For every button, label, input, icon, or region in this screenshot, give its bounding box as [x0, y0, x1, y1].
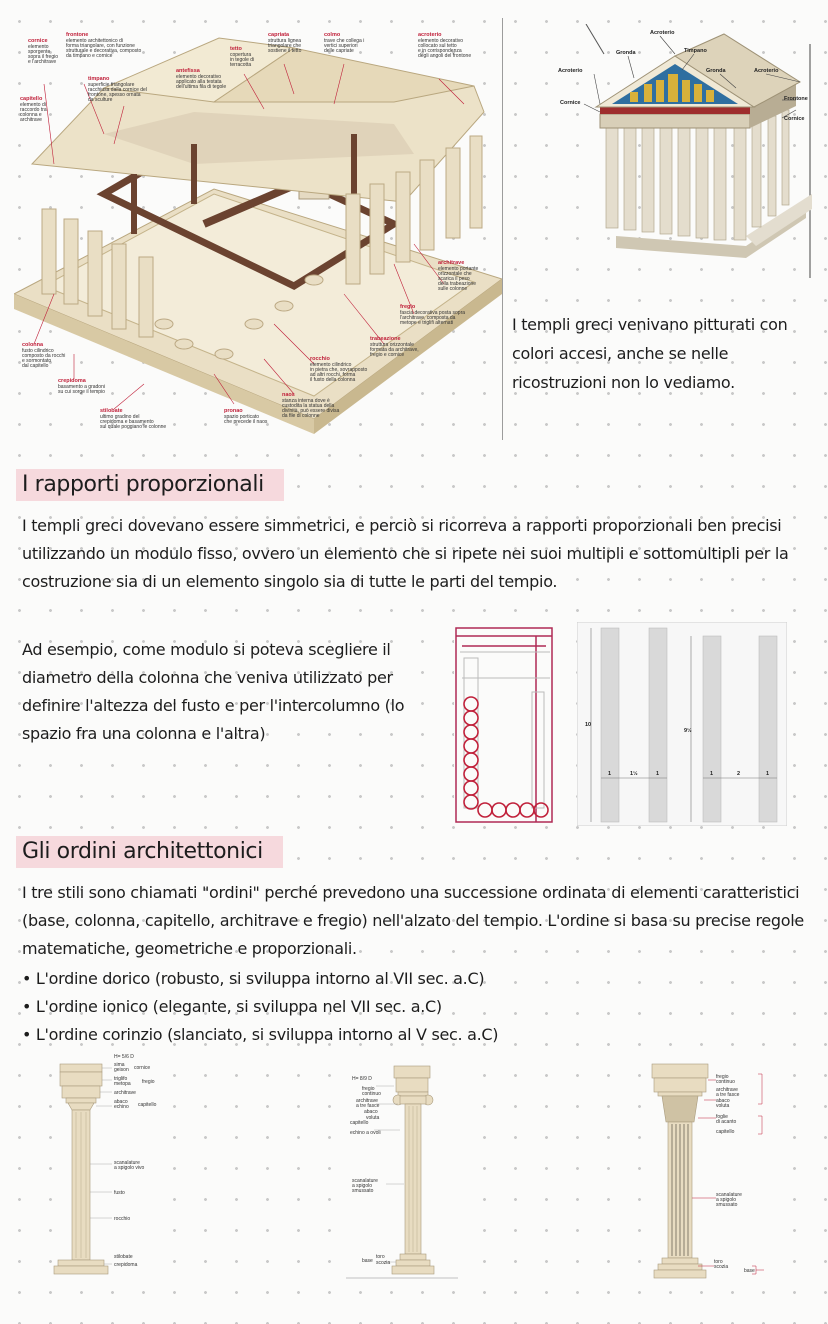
svg-text:a tre fasce: a tre fasce	[356, 1103, 380, 1109]
section1-example: Ad esempio, come modulo si poteva scegliere il diametro della colonna che veniva utilizzato per definire l'altezza del fusto e per l'intercolumno (lo spazio fra una colonna e l'altra)	[22, 640, 405, 743]
svg-text:fregio: fregio	[142, 1079, 155, 1085]
svg-text:abaco: abaco	[364, 1109, 378, 1115]
svg-text:di acanto: di acanto	[716, 1119, 737, 1125]
svg-text:sima: sima	[114, 1062, 125, 1068]
svg-text:a spigolo: a spigolo	[352, 1183, 373, 1189]
ionic-order-illustration	[346, 1064, 458, 1280]
svg-text:capitello: capitello	[20, 96, 43, 102]
svg-text:elemento di: elemento di	[20, 102, 46, 108]
svg-text:sulle colonne: sulle colonne	[438, 286, 468, 292]
svg-text:scanalature: scanalature	[352, 1178, 378, 1184]
svg-text:foglie: foglie	[716, 1114, 728, 1120]
svg-text:spazio porticato: spazio porticato	[224, 414, 260, 420]
svg-text:H= 8/9 D: H= 8/9 D	[352, 1076, 372, 1082]
svg-text:vertici superiori: vertici superiori	[324, 43, 358, 49]
svg-text:forma triangolare, con funzion: forma triangolare, con funzione	[66, 43, 135, 49]
svg-text:capriata: capriata	[268, 32, 290, 38]
label-stilobate	[100, 408, 166, 430]
svg-text:dell'ultima fila di tegole: dell'ultima fila di tegole	[176, 84, 227, 90]
svg-text:della trabeazione: della trabeazione	[438, 281, 477, 287]
svg-text:fascia decorativa posta sopra: fascia decorativa posta sopra	[400, 310, 466, 316]
svg-text:strutturale e decorativa, comp: strutturale e decorativa, composto	[66, 48, 142, 54]
svg-text:capitello: capitello	[716, 1129, 735, 1135]
svg-text:scanalature: scanalature	[716, 1192, 742, 1198]
svg-text:da timpano e cornice: da timpano e cornice	[66, 53, 113, 59]
svg-text:colmo: colmo	[324, 32, 341, 38]
svg-text:tetto: tetto	[230, 46, 242, 52]
svg-text:architrave: architrave	[114, 1090, 136, 1096]
svg-text:terracotta: terracotta	[230, 62, 252, 68]
svg-text:ad altri rocchi, forma: ad altri rocchi, forma	[310, 372, 356, 378]
svg-text:in tegole di: in tegole di	[230, 57, 255, 63]
svg-text:formata da architrave,: formata da architrave,	[370, 347, 419, 353]
height-label-1: 10	[585, 722, 592, 728]
svg-text:elemento decorativo: elemento decorativo	[176, 74, 222, 80]
svg-text:echino: echino	[114, 1104, 129, 1110]
svg-text:custodita la statua della: custodita la statua della	[282, 403, 335, 409]
svg-text:smussato: smussato	[352, 1188, 374, 1194]
svg-text:scozia: scozia	[376, 1260, 391, 1266]
module-diagram	[454, 622, 570, 826]
label-acroterio-left: Acroterio	[558, 68, 583, 74]
svg-text:scozia: scozia	[714, 1264, 729, 1270]
svg-text:dal capitello: dal capitello	[22, 363, 49, 369]
svg-text:racchiusa dalla cornice del: racchiusa dalla cornice del	[88, 87, 147, 93]
svg-text:frontone: frontone	[66, 32, 89, 38]
svg-text:voluta: voluta	[366, 1115, 380, 1121]
svg-text:toro: toro	[376, 1254, 385, 1260]
svg-text:elemento decorativo: elemento decorativo	[418, 38, 464, 44]
svg-text:toro: toro	[714, 1259, 723, 1265]
svg-text:delle capriate: delle capriate	[324, 48, 354, 54]
svg-text:architrave: architrave	[20, 117, 42, 123]
svg-text:architrave: architrave	[716, 1087, 738, 1093]
svg-text:rocchio: rocchio	[114, 1216, 131, 1222]
label-cornice-left: Cornice	[560, 100, 581, 106]
svg-text:scanalature: scanalature	[114, 1160, 140, 1166]
height-label-2: 9½	[684, 728, 692, 734]
svg-text:trave che collega i: trave che collega i	[324, 38, 365, 44]
svg-text:voluta: voluta	[716, 1103, 730, 1109]
svg-text:elemento: elemento	[28, 44, 49, 50]
svg-text:naos: naos	[282, 392, 295, 398]
label-cornice	[28, 38, 58, 65]
label-frontone	[66, 32, 142, 59]
svg-text:e sormontato: e sormontato	[22, 358, 52, 364]
section-heading-proporzioni: I rapporti proporzionali	[16, 469, 284, 501]
svg-text:raccordo tra: raccordo tra	[20, 107, 47, 113]
diameter-label-2: 1	[656, 771, 660, 777]
temple-cutaway-illustration	[14, 24, 502, 440]
svg-text:struttura lignea: struttura lignea	[268, 38, 302, 44]
svg-text:da file di colonne: da file di colonne	[282, 413, 320, 419]
svg-text:sostiene il tetto: sostiene il tetto	[268, 48, 302, 54]
label-capriata	[268, 32, 302, 54]
section2-paragraph: I tre stili sono chiamati "ordini" perché prevedono una successione ordinata di elementi caratteristici (base, colonna, capitello, architrave e fregio) nell'alzato del tempio. L'ordine si basa su precise regole matematiche, geometriche e proporzionali.	[22, 883, 804, 958]
svg-text:fregio: fregio	[716, 1074, 729, 1080]
diameter-label-4: 1	[766, 771, 770, 777]
svg-text:metope e triglifi alternati: metope e triglifi alternati	[400, 320, 454, 326]
svg-text:basamento a gradoni: basamento a gradoni	[58, 384, 105, 390]
svg-text:geison: geison	[114, 1067, 129, 1073]
svg-text:a spigolo: a spigolo	[716, 1197, 737, 1203]
label-gronda-right: Gronda	[706, 68, 726, 74]
order-list	[22, 965, 812, 1049]
svg-text:continuo: continuo	[362, 1091, 381, 1097]
intro-text: I templi greci venivano pitturati con colori accesi, anche se nelle ricostruzioni non lo vediamo.	[512, 315, 788, 392]
svg-text:pronao: pronao	[224, 408, 243, 414]
svg-text:copertura: copertura	[230, 52, 252, 58]
svg-text:crepidoma: crepidoma	[58, 378, 86, 384]
svg-text:fusto cilindrico: fusto cilindrico	[22, 348, 54, 354]
svg-text:in pietra che, sovrapposto: in pietra che, sovrapposto	[310, 367, 368, 373]
svg-text:sul quale poggiano le colonne: sul quale poggiano le colonne	[100, 424, 167, 430]
label-colmo	[324, 32, 364, 54]
proportion-diagram	[577, 622, 787, 826]
svg-text:fusto: fusto	[114, 1190, 125, 1196]
list-item-dorico: • L'ordine dorico (robusto, si sviluppa intorno al VII sec. a.C)	[22, 969, 485, 988]
svg-text:collocato sul tetto: collocato sul tetto	[418, 43, 457, 49]
svg-text:stilobate: stilobate	[114, 1254, 133, 1260]
svg-text:struttura orizzontale: struttura orizzontale	[370, 342, 414, 348]
spacing-label-2: 2	[737, 771, 741, 777]
svg-text:fregio: fregio	[400, 304, 416, 310]
svg-text:elemento architettonico di: elemento architettonico di	[66, 38, 123, 44]
svg-text:divinità, può essere divisa: divinità, può essere divisa	[282, 408, 340, 414]
section-heading-ordini: Gli ordini architettonici	[16, 836, 283, 868]
svg-text:superficie triangolare: superficie triangolare	[88, 82, 135, 88]
label-acroterio-right: Acroterio	[754, 68, 779, 74]
svg-text:timpano: timpano	[88, 76, 110, 82]
label-cornice-right: Cornice	[784, 116, 805, 122]
svg-text:cornice: cornice	[134, 1065, 151, 1071]
svg-text:orizzontale che: orizzontale che	[438, 271, 472, 277]
svg-text:da sculture: da sculture	[88, 97, 113, 103]
svg-text:elemento portante: elemento portante	[438, 266, 479, 272]
svg-text:echino a ovoli: echino a ovoli	[350, 1130, 381, 1136]
svg-text:e in corrispondenza: e in corrispondenza	[418, 48, 462, 54]
column-divider	[502, 18, 503, 440]
diameter-label-1: 1	[608, 771, 612, 777]
svg-text:colonna: colonna	[22, 342, 44, 348]
doric-order-illustration	[52, 1052, 170, 1278]
svg-text:base: base	[744, 1268, 755, 1274]
svg-text:scarica il peso: scarica il peso	[438, 276, 470, 282]
svg-text:sopra il fregio: sopra il fregio	[28, 54, 59, 60]
svg-text:stanza interna dove è: stanza interna dove è	[282, 398, 330, 404]
svg-text:che precede il naos: che precede il naos	[224, 419, 268, 425]
svg-text:acroterio: acroterio	[418, 32, 442, 38]
svg-text:cornice: cornice	[28, 38, 48, 44]
svg-text:architrave: architrave	[356, 1098, 378, 1104]
svg-text:abaco: abaco	[114, 1099, 128, 1105]
svg-text:rocchio: rocchio	[310, 356, 330, 362]
svg-text:crepidoma e basamento: crepidoma e basamento	[100, 419, 154, 425]
list-item-ionico: • L'ordine ionico (elegante, si sviluppa nel VII sec. a.C)	[22, 997, 442, 1016]
svg-text:stilobate: stilobate	[100, 408, 123, 414]
svg-text:fregio e cornice: fregio e cornice	[370, 352, 405, 358]
svg-text:fregio: fregio	[362, 1086, 375, 1092]
svg-text:H= 5/6 D: H= 5/6 D	[114, 1054, 134, 1060]
svg-text:degli angoli del frontone: degli angoli del frontone	[418, 53, 472, 59]
svg-text:il fusto della colonna: il fusto della colonna	[310, 377, 356, 383]
svg-text:elemento cilindrico: elemento cilindrico	[310, 362, 352, 368]
svg-text:continuo: continuo	[716, 1079, 735, 1085]
section1-paragraph: I templi greci dovevano essere simmetrici, e perciò si ricorreva a rapporti proporzionali ben precisi utilizzando un modulo fisso, ovvero un elemento che si ripete nei suoi multipli e sottomultipli per la costruzione sia di un elemento singolo sia di tutte le parti del tempio.	[22, 516, 789, 591]
svg-text:triglifo: triglifo	[114, 1076, 128, 1082]
svg-text:frontone, spesso ornata: frontone, spesso ornata	[88, 92, 141, 98]
label-capitello	[20, 96, 47, 123]
svg-text:ultimo gradino del: ultimo gradino del	[100, 414, 140, 420]
svg-text:composto da rocchi: composto da rocchi	[22, 353, 66, 359]
svg-text:metopa: metopa	[114, 1081, 131, 1087]
label-frontone: Frontone	[784, 96, 808, 102]
diameter-label-3: 1	[710, 771, 714, 777]
svg-text:architrave: architrave	[438, 260, 465, 266]
svg-text:su cui sorge il tempio: su cui sorge il tempio	[58, 389, 105, 395]
svg-text:a tre fasce: a tre fasce	[716, 1092, 740, 1098]
label-timpano: Timpano	[684, 48, 707, 54]
svg-text:smussato: smussato	[716, 1202, 738, 1208]
corinthian-order-illustration	[648, 1060, 770, 1282]
svg-text:triangolare che: triangolare che	[268, 43, 302, 49]
svg-text:capitello: capitello	[350, 1120, 369, 1126]
svg-text:antefissa: antefissa	[176, 68, 200, 74]
svg-text:e l'architrave: e l'architrave	[28, 59, 57, 65]
label-acroterio-top: Acroterio	[650, 30, 675, 36]
svg-text:colonna e: colonna e	[20, 112, 42, 118]
svg-text:applicato alla testata: applicato alla testata	[176, 79, 222, 85]
label-colonna	[22, 342, 65, 369]
svg-text:abaco: abaco	[716, 1098, 730, 1104]
label-crepidoma	[58, 378, 105, 395]
svg-text:l'architrave, composta da: l'architrave, composta da	[400, 315, 456, 321]
list-item-corinzio: • L'ordine corinzio (slanciato, si sviluppa intorno al V sec. a.C)	[22, 1025, 499, 1044]
spacing-label-1: 1½	[630, 771, 638, 777]
svg-text:base: base	[362, 1258, 373, 1264]
svg-text:a spigolo vivo: a spigolo vivo	[114, 1165, 145, 1171]
label-acroterio	[418, 32, 471, 59]
svg-text:crepidoma: crepidoma	[114, 1262, 138, 1268]
svg-text:trabeazione: trabeazione	[370, 336, 401, 342]
svg-text:sporgente: sporgente	[28, 49, 51, 55]
temple-facade-illustration	[556, 24, 812, 278]
svg-text:capitello: capitello	[138, 1102, 157, 1108]
label-gronda-left: Gronda	[616, 50, 636, 56]
